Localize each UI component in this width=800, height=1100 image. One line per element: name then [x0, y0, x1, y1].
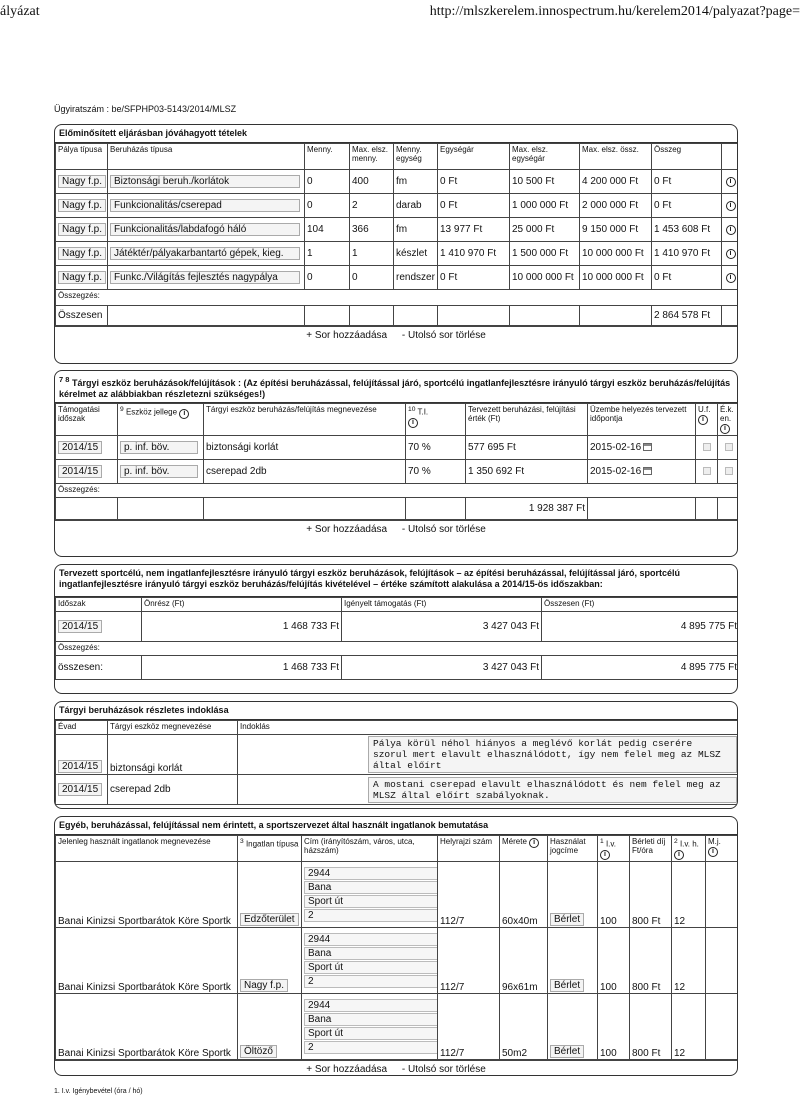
total-own: 1 468 733 Ft	[142, 656, 342, 680]
unit-price[interactable]: 0 Ft	[438, 170, 510, 194]
address-number[interactable]: 2	[304, 975, 438, 988]
summary-label: Összegzés:	[56, 642, 739, 656]
address-city[interactable]: Bana	[304, 947, 438, 960]
unit-price[interactable]: 0 Ft	[438, 266, 510, 290]
pitch-type: Nagy f.p.	[58, 271, 106, 284]
usage-hours[interactable]: 100	[598, 994, 630, 1060]
pitch-type: Nagy f.p.	[58, 247, 106, 260]
ti-percent: 70 %	[406, 436, 466, 460]
col-header: Menny.	[305, 144, 350, 170]
info-icon[interactable]: i	[698, 415, 708, 425]
col-header: Igényelt támogatás (Ft)	[342, 598, 542, 612]
footnote: 1. I.v. Igénybevétel (óra / hó)	[54, 1088, 143, 1095]
total-value: 1 928 387 Ft	[466, 498, 588, 520]
max-unit-price: 1 000 000 Ft	[510, 194, 580, 218]
address-street[interactable]: Sport út	[304, 1027, 438, 1040]
quantity[interactable]: 1	[305, 242, 350, 266]
col-header: $^9$ Eszköz jellege i	[118, 404, 204, 436]
col-header: Támogatási időszak	[56, 404, 118, 436]
case-number: Ügyiratszám : be/SFPHP03-5143/2014/MLSZ	[54, 104, 237, 114]
col-header: Tárgyi eszköz beruházás/felújítás megnevezése	[204, 404, 406, 436]
quantity[interactable]: 0	[305, 266, 350, 290]
unit-price[interactable]: 1 410 970 Ft	[438, 242, 510, 266]
col-header	[722, 144, 739, 170]
calendar-icon[interactable]	[643, 467, 652, 475]
col-header: Összesen (Ft)	[542, 598, 739, 612]
total-label: Összesen	[56, 306, 108, 326]
uf-checkbox[interactable]	[703, 467, 711, 475]
col-header: Tárgyi eszköz megnevezése	[108, 721, 238, 735]
rent-fee[interactable]: 800 Ft	[630, 928, 672, 994]
max-total: 10 000 000 Ft	[580, 266, 652, 290]
col-header: Mérete i	[500, 836, 548, 862]
grand-total: 4 895 775 Ft	[542, 656, 739, 680]
delete-last-row-button[interactable]: - Utolsó sor törlése	[401, 330, 486, 341]
season: 2014/15	[58, 760, 102, 773]
size[interactable]: 50m2	[500, 994, 548, 1060]
investment-type: Funkcionalitás/cserepad	[110, 199, 300, 212]
ti-percent: 70 %	[406, 460, 466, 484]
period: 2014/15	[58, 620, 102, 633]
info-icon[interactable]: i	[726, 273, 736, 283]
planned-value[interactable]: 577 695 Ft	[466, 436, 588, 460]
parcel-number[interactable]: 112/7	[438, 928, 500, 994]
row-total: 4 895 775 Ft	[542, 612, 739, 642]
max-unit-price: 25 000 Ft	[510, 218, 580, 242]
uf-checkbox[interactable]	[703, 443, 711, 451]
justification-table	[55, 720, 738, 805]
info-icon[interactable]: i	[674, 850, 684, 860]
planned-assets-panel	[54, 564, 738, 694]
ek-checkbox[interactable]	[725, 443, 733, 451]
investment-type: Funkcionalitás/labdafogó háló	[110, 223, 300, 236]
col-header: Max. elsz. egységár	[510, 144, 580, 170]
property-name[interactable]: Banai Kinizsi Sportbarátok Köre Sportk	[56, 994, 238, 1060]
summary-label: Összegzés:	[56, 290, 739, 306]
property-type[interactable]: Edzőterület	[240, 913, 299, 926]
season: 2014/15	[58, 783, 102, 796]
address-number[interactable]: 2	[304, 1041, 438, 1054]
table-row	[56, 170, 739, 194]
quantity[interactable]: 104	[305, 218, 350, 242]
add-row-button[interactable]: + Sor hozzáadása	[306, 1064, 388, 1075]
pitch-type: Nagy f.p.	[58, 175, 106, 188]
unit-price[interactable]: 0 Ft	[438, 194, 510, 218]
approved-items-table	[55, 143, 738, 326]
max-unit-price: 1 500 000 Ft	[510, 242, 580, 266]
usage-title[interactable]: Bérlet	[550, 1045, 584, 1058]
table-row	[56, 460, 739, 484]
properties-header-row	[56, 836, 739, 862]
property-name[interactable]: Banai Kinizsi Sportbarátok Köre Sportk	[56, 862, 238, 928]
delete-last-row-button[interactable]: - Utolsó sor törlése	[401, 1064, 486, 1075]
unit: darab	[394, 194, 438, 218]
unit: készlet	[394, 242, 438, 266]
summary-label: Összegzés:	[56, 484, 739, 498]
header-url: http://mlszkerelem.innospectrum.hu/kerelem2014/palyazat?page=	[429, 4, 800, 19]
max-quantity: 400	[350, 170, 394, 194]
address-zip[interactable]: 2944	[304, 999, 438, 1012]
info-icon[interactable]: i	[708, 847, 718, 857]
info-icon[interactable]: i	[726, 225, 736, 235]
asset-name[interactable]: cserepad 2db	[204, 460, 406, 484]
address-street[interactable]: Sport út	[304, 961, 438, 974]
col-header: Bérleti díj Ft/óra	[630, 836, 672, 862]
properties-table	[55, 835, 738, 1060]
col-header: Évad	[56, 721, 108, 735]
table-row	[56, 436, 739, 460]
usage-title[interactable]: Bérlet	[550, 913, 584, 926]
justification-panel	[54, 701, 738, 809]
row-actions	[55, 326, 737, 344]
max-total: 9 150 000 Ft	[580, 218, 652, 242]
col-header: Használat jogcíme	[548, 836, 598, 862]
asset-name: biztonsági korlát	[108, 735, 238, 775]
usage-months[interactable]: 12	[672, 928, 706, 994]
info-icon[interactable]: i	[720, 424, 730, 434]
usage-months[interactable]: 12	[672, 994, 706, 1060]
info-icon[interactable]: i	[726, 177, 736, 187]
period: 2014/15	[58, 465, 102, 478]
planned-header-row	[56, 598, 739, 612]
max-quantity: 2	[350, 194, 394, 218]
property-type[interactable]: Öltöző	[240, 1045, 277, 1058]
delete-last-row-button[interactable]: - Utolsó sor törlése	[401, 524, 486, 535]
investment-type: Funkc./Világítás fejlesztés nagypálya	[110, 271, 300, 284]
size[interactable]: 96x61m	[500, 928, 548, 994]
amount: 1 453 608 Ft	[652, 218, 722, 242]
col-header: Beruházás típusa	[108, 144, 305, 170]
max-unit-price: 10 000 000 Ft	[510, 266, 580, 290]
justification-text[interactable]: A mostani cserepad elavult elhasználódott és nem felel meg az MLSZ által előírt szabályoknak.	[368, 777, 737, 803]
address-zip[interactable]: 2944	[304, 933, 438, 946]
info-icon[interactable]: i	[600, 850, 610, 860]
unit: fm	[394, 218, 438, 242]
unit: fm	[394, 170, 438, 194]
col-header: Üzembe helyezés tervezett időpontja	[588, 404, 696, 436]
address-street[interactable]: Sport út	[304, 895, 438, 908]
col-header: Cím (irányítószám, város, utca, házszám)	[302, 836, 438, 862]
table-row	[56, 266, 739, 290]
table-row	[56, 775, 739, 805]
justification-title: Tárgyi beruházások részletes indoklása	[55, 702, 737, 720]
total-row	[56, 498, 739, 520]
ek-checkbox[interactable]	[725, 467, 733, 475]
property-name[interactable]: Banai Kinizsi Sportbarátok Köre Sportk	[56, 928, 238, 994]
properties-title: Egyéb, beruházással, felújítással nem érintett, a sportszervezet által használt ingatlanok bemutatása	[55, 817, 737, 835]
col-header: Max. elsz. össz.	[580, 144, 652, 170]
total-support: 3 427 043 Ft	[342, 656, 542, 680]
row-actions	[55, 520, 737, 538]
col-header: Jelenleg használt ingatlanok megnevezése	[56, 836, 238, 862]
justification-text[interactable]: Pálya körül néhol hiányos a meglévő korlát pedig cserére szorul mert elavult elhasználódott, így nem felel meg az MLSZ által előírt	[368, 736, 737, 773]
usage-months[interactable]: 12	[672, 862, 706, 928]
max-unit-price: 10 500 Ft	[510, 170, 580, 194]
table-row	[56, 862, 739, 928]
planned-assets-table	[55, 597, 738, 680]
period: 2014/15	[58, 441, 102, 454]
quantity[interactable]: 0	[305, 194, 350, 218]
address-number[interactable]: 2	[304, 909, 438, 922]
table-row	[56, 612, 739, 642]
info-icon[interactable]: i	[179, 409, 189, 419]
max-quantity: 366	[350, 218, 394, 242]
justification-header-row	[56, 721, 739, 735]
approved-header-row	[56, 144, 739, 170]
parcel-number[interactable]: 112/7	[438, 862, 500, 928]
amount: 0 Ft	[652, 170, 722, 194]
parcel-number[interactable]: 112/7	[438, 994, 500, 1060]
property-type[interactable]: Nagy f.p.	[240, 979, 288, 992]
total-label: összesen:	[56, 656, 142, 680]
address-zip[interactable]: 2944	[304, 867, 438, 880]
own-contribution: 1 468 733 Ft	[142, 612, 342, 642]
amount: 0 Ft	[652, 266, 722, 290]
col-header: $^3$ Ingatlan típusa	[238, 836, 302, 862]
total-value: 2 864 578 Ft	[652, 306, 722, 326]
info-icon[interactable]: i	[726, 201, 736, 211]
amount: 0 Ft	[652, 194, 722, 218]
requested-support: 3 427 043 Ft	[342, 612, 542, 642]
col-header: $^{10}$ T.I. i	[406, 404, 466, 436]
planned-assets-title: Tervezett sportcélú, nem ingatlanfejlesztésre irányuló tárgyi eszköz beruházások, felújítások – az építési beruházással, felújítással járó, sportcélú ingatlanfejlesztésre irányuló tárgyi eszköz beruházás/felújítás kivételével – értéke számított alakulása a 2014/15-ös időszakban:	[55, 565, 737, 597]
unit: rendszer	[394, 266, 438, 290]
max-total: 4 200 000 Ft	[580, 170, 652, 194]
asset-investments-table	[55, 403, 738, 520]
max-total: 2 000 000 Ft	[580, 194, 652, 218]
amount: 1 410 970 Ft	[652, 242, 722, 266]
approved-items-title: Előminősített eljárásban jóváhagyott tételek	[55, 125, 737, 143]
row-actions	[55, 1060, 737, 1076]
header-left-text: ályázat	[0, 4, 40, 19]
col-header: Összeg	[652, 144, 722, 170]
pitch-type: Nagy f.p.	[58, 223, 106, 236]
col-header: Időszak	[56, 598, 142, 612]
start-date[interactable]: 2015-02-16	[590, 466, 642, 477]
asset-kind[interactable]: p. inf. böv.	[120, 465, 198, 478]
max-quantity: 0	[350, 266, 394, 290]
col-header: Menny. egység	[394, 144, 438, 170]
properties-panel	[54, 816, 738, 1076]
usage-hours[interactable]: 100	[598, 928, 630, 994]
rent-fee[interactable]: 800 Ft	[630, 994, 672, 1060]
col-header: Egységár	[438, 144, 510, 170]
address-city[interactable]: Bana	[304, 1013, 438, 1026]
investment-type: Biztonsági beruh./korlátok	[110, 175, 300, 188]
address-city[interactable]: Bana	[304, 881, 438, 894]
col-header: Tervezett beruházási, felújítási érték (Ft)	[466, 404, 588, 436]
table-row	[56, 928, 739, 994]
info-icon[interactable]: i	[408, 418, 418, 428]
asset-name[interactable]: biztonsági korlát	[204, 436, 406, 460]
usage-title[interactable]: Bérlet	[550, 979, 584, 992]
col-header: $^2$ I.v. h. i	[672, 836, 706, 862]
col-header: M.j. i	[706, 836, 739, 862]
table-row	[56, 242, 739, 266]
info-icon[interactable]: i	[726, 249, 736, 259]
asset-kind[interactable]: p. inf. böv.	[120, 441, 198, 454]
table-row	[56, 735, 739, 775]
investment-type: Játéktér/pályakarbantartó gépek, kieg.	[110, 247, 300, 260]
col-header: Pálya típusa	[56, 144, 108, 170]
col-header: Önrész (Ft)	[142, 598, 342, 612]
col-header: Helyrajzi szám	[438, 836, 500, 862]
asset-investments-title: $^{7 8}$ Tárgyi eszköz beruházások/felújítások : (Az építési beruházással, felújítással járó, sportcélú ingatlanfejlesztésre irányuló tárgyi eszköz beruházás/felújítás kérelmet az alábbiakban részletezni szükséges!)	[55, 371, 737, 403]
rent-fee[interactable]: 800 Ft	[630, 862, 672, 928]
assets-header-row	[56, 404, 739, 436]
add-row-button[interactable]: + Sor hozzáadása	[306, 330, 388, 341]
total-row	[56, 306, 739, 326]
calendar-icon[interactable]	[643, 443, 652, 451]
col-header: É.k. en. i	[718, 404, 739, 436]
asset-name: cserepad 2db	[108, 775, 238, 805]
total-row	[56, 656, 739, 680]
planned-value[interactable]: 1 350 692 Ft	[466, 460, 588, 484]
table-row	[56, 994, 739, 1060]
col-header: Indoklás	[238, 721, 739, 735]
col-header: Max. elsz. menny.	[350, 144, 394, 170]
table-row	[56, 194, 739, 218]
asset-investments-panel	[54, 370, 738, 557]
pitch-type: Nagy f.p.	[58, 199, 106, 212]
quantity[interactable]: 0	[305, 170, 350, 194]
col-header: $^1$ I.v. i	[598, 836, 630, 862]
size[interactable]: 60x40m	[500, 862, 548, 928]
info-icon[interactable]: i	[529, 838, 539, 848]
add-row-button[interactable]: + Sor hozzáadása	[306, 524, 388, 535]
unit-price[interactable]: 13 977 Ft	[438, 218, 510, 242]
col-header: U.f. i	[696, 404, 718, 436]
table-row	[56, 218, 739, 242]
usage-hours[interactable]: 100	[598, 862, 630, 928]
max-quantity: 1	[350, 242, 394, 266]
max-total: 10 000 000 Ft	[580, 242, 652, 266]
start-date[interactable]: 2015-02-16	[590, 442, 642, 453]
approved-items-panel	[54, 124, 738, 364]
